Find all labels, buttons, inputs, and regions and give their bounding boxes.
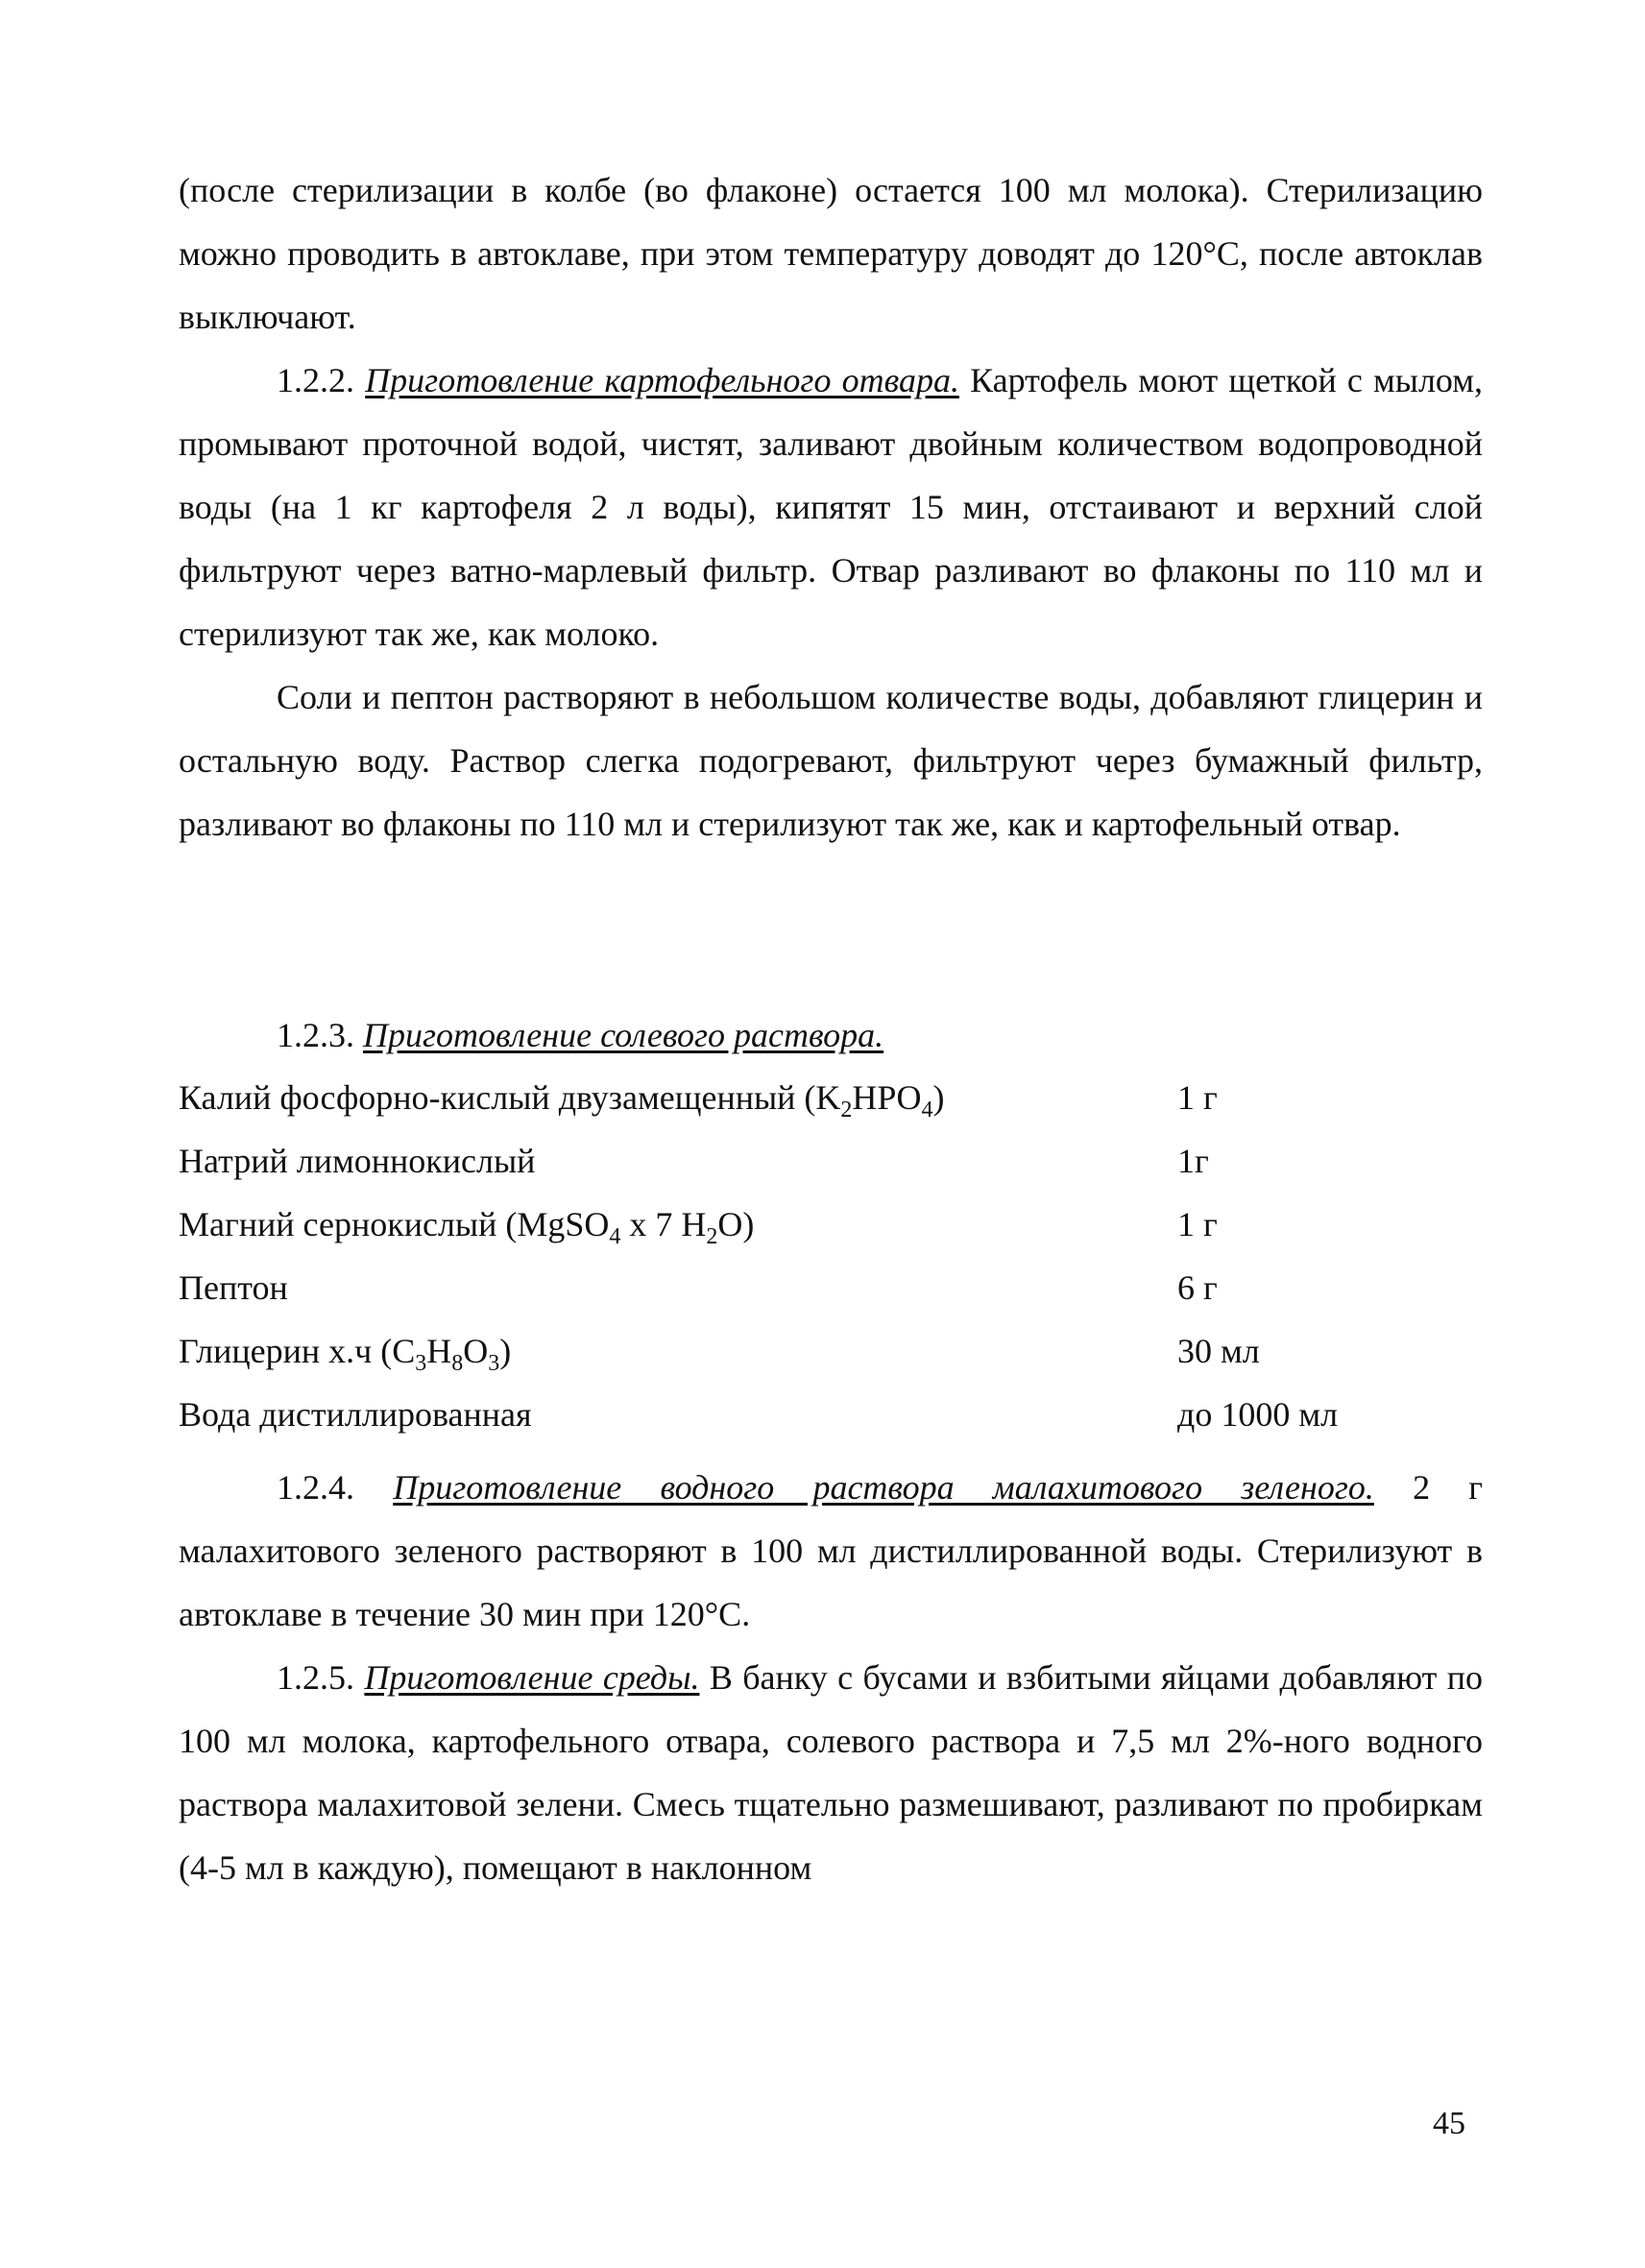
section-number: 1.2.3. bbox=[277, 1016, 363, 1054]
paragraph-salts-peptone bbox=[179, 665, 1483, 856]
ingredient-amount: до 1000 мл bbox=[1177, 1395, 1339, 1434]
paragraph-malachite-green bbox=[179, 1456, 1483, 1646]
section-number: 1.2.5. bbox=[277, 1658, 365, 1697]
section-heading: Приготовление среды. bbox=[364, 1658, 700, 1697]
paragraph-text bbox=[179, 349, 1483, 665]
ingredient-name: Калий фосфорно-кислый двузамещенный $(K_2HPO_4)$ bbox=[179, 1078, 945, 1123]
ingredient-amount: 1 г bbox=[1177, 1205, 1218, 1243]
ingredients-table bbox=[179, 1066, 1427, 1446]
section-heading: Приготовление солевого раствора. bbox=[363, 1016, 884, 1054]
paragraph-text bbox=[179, 1646, 1483, 1899]
table-row bbox=[179, 1066, 1427, 1129]
ingredient-name: Пептон bbox=[179, 1268, 288, 1307]
ingredient-name: Глицерин х.ч $(C_3H_8O_3)$ bbox=[179, 1332, 512, 1377]
table-row bbox=[179, 1383, 1427, 1446]
paragraph-text: Соли и пептон растворяют в небольшом количестве воды, добавляют глицерин и остальную воду. Раствор слегка подогревают, фильтруют через бумажный фильтр, разливают во флаконы по 110 мл и стерилизуют так же, как и картофельный отвар. bbox=[179, 678, 1483, 843]
ingredient-amount: 1 г bbox=[1177, 1078, 1218, 1117]
section-number: 1.2.2. bbox=[277, 361, 366, 399]
ingredient-name: Магний сернокислый (MgSO$_4$ x 7 $H_2O$) bbox=[179, 1205, 755, 1250]
heading-salt-solution bbox=[179, 1003, 1483, 1067]
ingredient-amount: 6 г bbox=[1177, 1268, 1218, 1307]
paragraph-medium-preparation bbox=[179, 1646, 1483, 1899]
table-row bbox=[179, 1319, 1427, 1383]
ingredient-name: Натрий лимоннокислый bbox=[179, 1142, 536, 1180]
table-row bbox=[179, 1193, 1427, 1256]
table-row bbox=[179, 1129, 1427, 1193]
section-body: В банку с бусами и взбитыми яйцами добавляют по 100 мл молока, картофельного отвара, солевого раствора и 7,5 мл 2%-ного водного раствора малахитовой зелени. Смесь тщательно размешивают, разливают по пробиркам (4-5 мл в каждую), помещают в наклонном bbox=[179, 1658, 1483, 1887]
section-body: 2 г малахитового зеленого растворяют в 100 мл дистиллированной воды. Стерилизуют в автоклаве в течение 30 мин при 120°С. bbox=[179, 1468, 1484, 1633]
table-row bbox=[179, 1256, 1427, 1319]
paragraph-sterilization bbox=[179, 158, 1483, 349]
paragraph-potato-broth bbox=[179, 349, 1483, 665]
section-heading: Приготовление картофельного отвара. bbox=[365, 361, 959, 399]
section-heading: Приготовление водного раствора малахитового зеленого. bbox=[393, 1468, 1374, 1507]
section-number: 1.2.4. bbox=[277, 1468, 394, 1507]
ingredient-amount: 30 мл bbox=[1177, 1332, 1260, 1370]
ingredient-amount: 1г bbox=[1177, 1142, 1209, 1180]
paragraph-text bbox=[179, 1456, 1483, 1646]
paragraph-text bbox=[179, 1003, 1483, 1067]
ingredient-name: Вода дистиллированная bbox=[179, 1395, 532, 1434]
section-body: Картофель моют щеткой с мылом, промывают проточной водой, чистят, заливают двойным количеством водопроводной воды (на 1 кг картофеля 2 л воды), кипятят 15 мин, отстаивают и верхний слой фильтруют через ватно-марлевый фильтр. Отвар разливают во флаконы по 110 мл и стерилизуют так же, как молоко. bbox=[179, 361, 1483, 653]
page-number: 45 bbox=[1433, 2106, 1465, 2141]
paragraph-text: (после стерилизации в колбе (во флаконе) остается 100 мл молока). Стерилизацию можно проводить в автоклаве, при этом температуру доводят до 120°С, после автоклав выключают. bbox=[179, 171, 1483, 336]
